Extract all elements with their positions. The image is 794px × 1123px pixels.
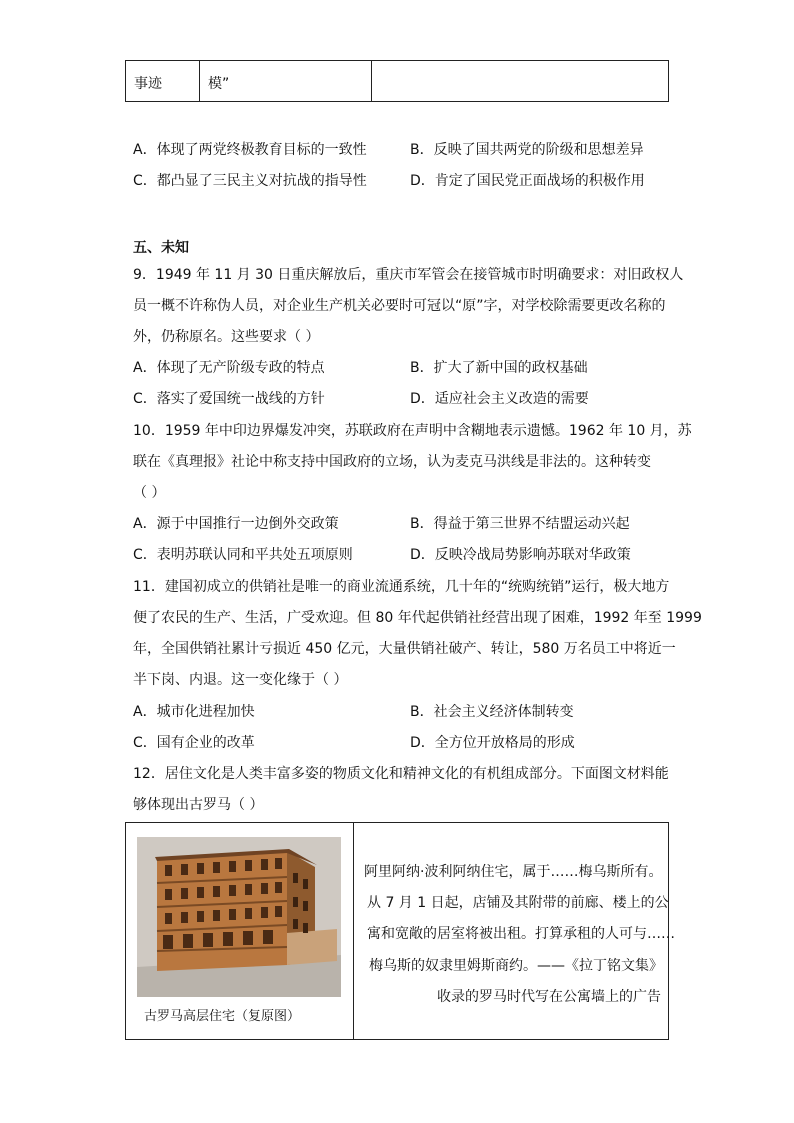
question-text: 9．1949 年 11 月 30 日重庆解放后，重庆市军管会在接管城市时明确要求：对旧政权人 bbox=[133, 267, 684, 283]
question-text: 半下岗、内退。这一变化缘于（ ） bbox=[133, 672, 348, 688]
figure-caption: 古罗马高层住宅（复原图） bbox=[144, 1009, 301, 1024]
figure-table bbox=[125, 822, 675, 1040]
top-table-fragment bbox=[125, 60, 669, 102]
question-text: （ ） bbox=[133, 485, 166, 501]
section-title: 五、未知 bbox=[133, 240, 189, 256]
option-b[interactable]: B．社会主义经济体制转变 bbox=[410, 704, 574, 720]
figure-text-line: 阿里阿纳·波利阿纳住宅，属于……梅乌斯所有。 bbox=[364, 864, 663, 880]
question-text: 联在《真理报》社论中称支持中国政府的立场，认为麦克马洪线是非法的。这种转变 bbox=[133, 454, 651, 470]
question-text: 够体现出古罗马（ ） bbox=[133, 797, 264, 813]
option-a[interactable]: A．源于中国推行一边倒外交政策 bbox=[133, 516, 339, 532]
question-text: 11．建国初成立的供销社是唯一的商业流通系统，几十年的“统购统销”运行，极大地方 bbox=[133, 579, 670, 595]
question-text: 外，仍称原名。这些要求（ ） bbox=[133, 329, 320, 345]
table-cell-text: 事迹 bbox=[134, 76, 162, 92]
building-illustration bbox=[137, 837, 341, 997]
question-text: 12．居住文化是人类丰富多姿的物质文化和精神文化的有机组成部分。下面图文材料能 bbox=[133, 766, 669, 782]
option-b[interactable]: B．扩大了新中国的政权基础 bbox=[410, 360, 588, 376]
question-text: 便了农民的生产、生活，广受欢迎。但 80 年代起供销社经营出现了困难，1992 年至 1999 bbox=[133, 610, 702, 626]
option-a[interactable]: A．体现了无产阶级专政的特点 bbox=[133, 360, 325, 376]
figure-text-line: 从 7 月 1 日起，店铺及其附带的前廊、楼上的公 bbox=[367, 895, 669, 911]
option-a[interactable]: A．城市化进程加快 bbox=[133, 704, 255, 720]
option-d[interactable]: D．反映冷战局势影响苏联对华政策 bbox=[410, 547, 631, 563]
figure-text-line: 寓和宽敞的居室将被出租。打算承租的人可与…… bbox=[367, 926, 675, 942]
table-cell-text: 模” bbox=[208, 76, 230, 92]
figure-text-line: 收录的罗马时代写在公寓墙上的广告 bbox=[437, 989, 661, 1005]
question-text: 年，全国供销社累计亏损近 450 亿元，大量供销社破产、转让，580 万名员工中将近一 bbox=[133, 641, 676, 657]
question-text: 员一概不许称伪人员，对企业生产机关必要时可冠以“原”字，对学校除需要更改名称的 bbox=[133, 298, 666, 314]
question-text: 10．1959 年中印边界爆发冲突，苏联政府在声明中含糊地表示遗憾。1962 年 10 月，苏 bbox=[133, 423, 692, 439]
option-d[interactable]: D．适应社会主义改造的需要 bbox=[410, 391, 589, 407]
option-b[interactable]: B．反映了国共两党的阶级和思想差异 bbox=[410, 142, 644, 158]
figure-text-line: 梅乌斯的奴隶里姆斯商约。——《拉丁铭文集》 bbox=[369, 958, 663, 974]
option-c[interactable]: C．表明苏联认同和平共处五项原则 bbox=[133, 547, 353, 563]
roman-insula-photo bbox=[137, 837, 341, 997]
option-c[interactable]: C．国有企业的改革 bbox=[133, 735, 255, 751]
option-c[interactable]: C．都凸显了三民主义对抗战的指导性 bbox=[133, 173, 367, 189]
option-a[interactable]: A．体现了两党终极教育目标的一致性 bbox=[133, 142, 367, 158]
option-d[interactable]: D．全方位开放格局的形成 bbox=[410, 735, 575, 751]
table-divider bbox=[353, 823, 354, 1039]
option-d[interactable]: D．肯定了国民党正面战场的积极作用 bbox=[410, 173, 645, 189]
option-c[interactable]: C．落实了爱国统一战线的方针 bbox=[133, 391, 325, 407]
option-b[interactable]: B．得益于第三世界不结盟运动兴起 bbox=[410, 516, 630, 532]
